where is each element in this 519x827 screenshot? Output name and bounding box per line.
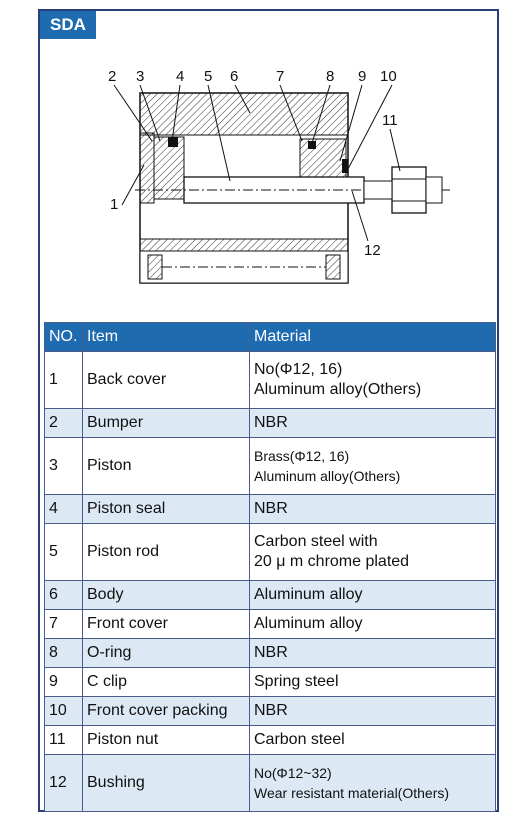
row-no: 7: [45, 610, 83, 639]
table-header-row: [45, 323, 496, 352]
callout-5: 5: [204, 68, 213, 85]
spec-sheet-frame: [38, 9, 499, 812]
rod-thread-end: [426, 177, 442, 203]
table-row: [45, 438, 496, 495]
callout-3: 3: [136, 68, 145, 85]
row-material: Carbon steel: [250, 726, 496, 755]
row-item: Bumper: [83, 409, 250, 438]
callout-9: 9: [358, 68, 367, 85]
row-no: 11: [45, 726, 83, 755]
callout-10: 10: [380, 68, 397, 85]
series-tag: SDA: [40, 11, 96, 39]
material-line: Brass(Φ12, 16): [254, 448, 350, 464]
table-row: [45, 610, 496, 639]
callout-8: 8: [326, 68, 335, 85]
callout-6: 6: [230, 68, 239, 85]
row-no: 6: [45, 581, 83, 610]
material-line: Aluminum alloy(Others): [254, 468, 401, 484]
row-material: Spring steel: [250, 668, 496, 697]
body-bottom-hatch: [140, 239, 348, 251]
row-item: O-ring: [83, 639, 250, 668]
row-no: 9: [45, 668, 83, 697]
row-item: C clip: [83, 668, 250, 697]
row-no: 2: [45, 409, 83, 438]
cylinder-drawing-svg: [40, 41, 497, 316]
row-item: Body: [83, 581, 250, 610]
row-no: 10: [45, 697, 83, 726]
parts-material-table: [44, 322, 496, 812]
row-item: Piston seal: [83, 495, 250, 524]
material-line: Carbon steel with: [254, 533, 378, 550]
row-item: Back cover: [83, 352, 250, 409]
table-row: [45, 581, 496, 610]
callout-11: 11: [382, 112, 398, 129]
table-row: [45, 495, 496, 524]
table-row: [45, 409, 496, 438]
row-material: NBR: [250, 409, 496, 438]
row-no: 1: [45, 352, 83, 409]
row-item: Piston nut: [83, 726, 250, 755]
table-row: [45, 524, 496, 581]
table-row: [45, 352, 496, 409]
col-header-item: Item: [83, 323, 250, 352]
row-item: Front cover packing: [83, 697, 250, 726]
row-no: 8: [45, 639, 83, 668]
callout-12: 12: [364, 242, 381, 259]
row-material: [250, 352, 496, 409]
table-row: [45, 697, 496, 726]
row-material: [250, 438, 496, 495]
row-item: Piston rod: [83, 524, 250, 581]
callout-1: 1: [110, 196, 119, 213]
material-line: No(Φ12, 16): [254, 361, 343, 378]
callout-4: 4: [176, 68, 185, 85]
piston-nut-shape: [392, 167, 426, 213]
row-no: 12: [45, 755, 83, 812]
row-material: NBR: [250, 495, 496, 524]
table-row: [45, 668, 496, 697]
row-material: Aluminum alloy: [250, 610, 496, 639]
callout-2: 2: [108, 68, 117, 85]
table-row: [45, 639, 496, 668]
row-material: Aluminum alloy: [250, 581, 496, 610]
col-header-material: Material: [250, 323, 496, 352]
table-row: [45, 726, 496, 755]
row-item: Bushing: [83, 755, 250, 812]
table-row: [45, 755, 496, 812]
row-material: NBR: [250, 697, 496, 726]
row-item: Front cover: [83, 610, 250, 639]
material-line: Aluminum alloy(Others): [254, 381, 422, 398]
cylinder-cross-section-drawing: [40, 41, 497, 316]
material-line: No(Φ12~32): [254, 765, 332, 781]
callout-7: 7: [276, 68, 285, 85]
row-no: 3: [45, 438, 83, 495]
row-material: NBR: [250, 639, 496, 668]
material-line: 20 μ m chrome plated: [254, 553, 410, 570]
material-line: Wear resistant material(Others): [254, 785, 450, 801]
col-header-no: NO.: [45, 323, 83, 352]
row-material: [250, 755, 496, 812]
row-item: Piston: [83, 438, 250, 495]
piston-seal-shape: [168, 137, 178, 147]
c-clip-shape: [342, 159, 348, 173]
row-no: 4: [45, 495, 83, 524]
row-material: [250, 524, 496, 581]
row-no: 5: [45, 524, 83, 581]
